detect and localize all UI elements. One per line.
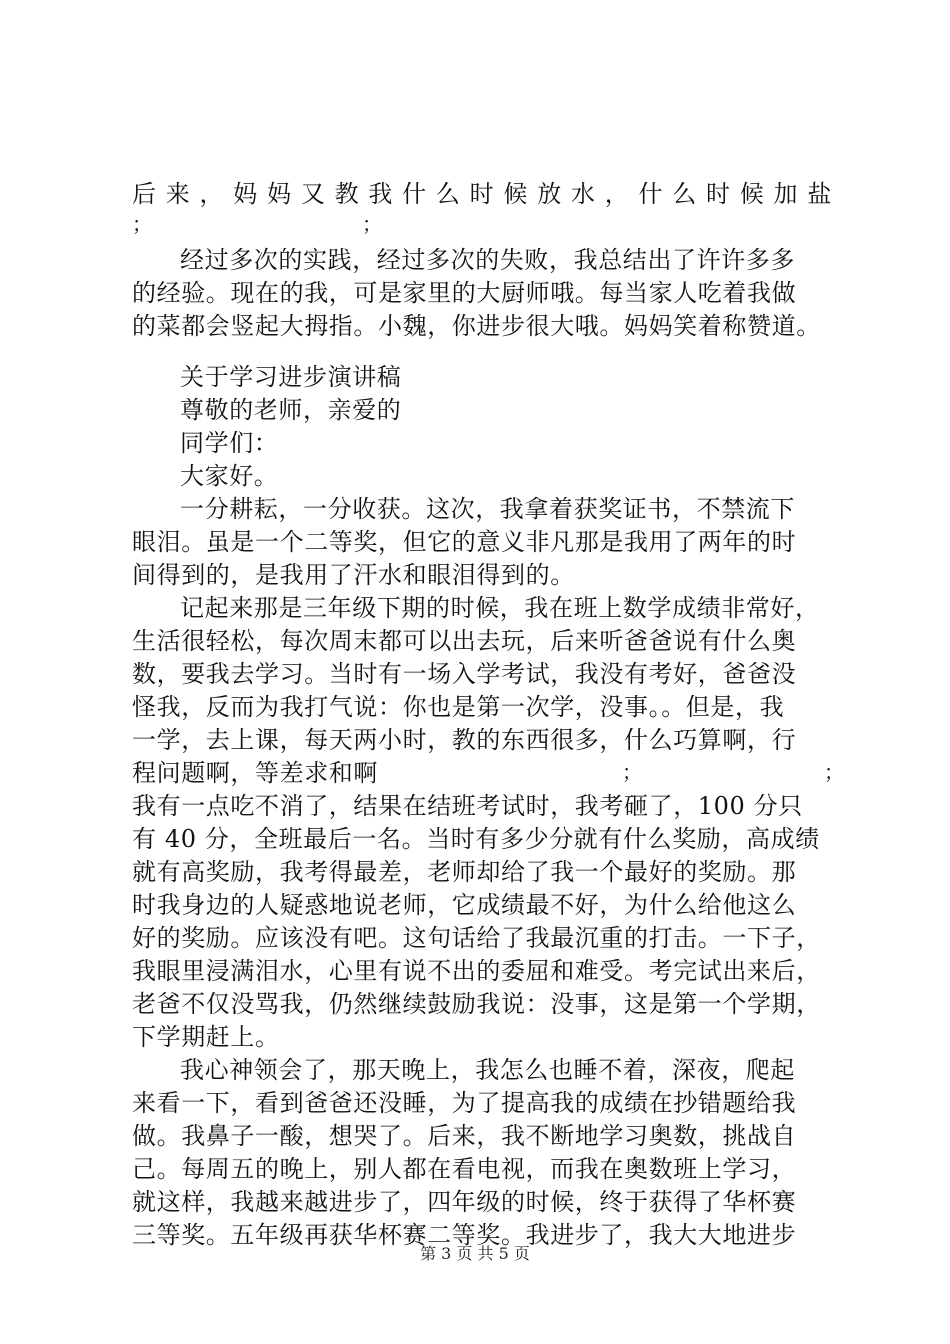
greeting-line-1: 尊敬的老师，亲爱的 <box>180 396 402 424</box>
paragraph-3-line-6: 程问题啊，等差求和啊 <box>132 759 378 787</box>
paragraph-3b-line-5: 好的奖励。应该没有吧。这句话给了我最沉重的打击。一下子， <box>132 924 821 952</box>
paragraph-3b-line-3: 就有高奖励，我考得最差，老师却给了我一个最好的奖励。那 <box>132 858 797 886</box>
semicolon-b: ； <box>362 212 382 236</box>
paragraph-4-line-6: 三等奖。五年级再获华杯赛二等奖。我进步了，我大大地进步 <box>132 1221 797 1249</box>
document-title: 关于学习进步演讲稿 <box>180 363 402 391</box>
line-1: 后 来 ， 妈 妈 又 教 我 什 么 时 候 放 水 ， 什 么 时 候 加 盐 <box>132 180 832 208</box>
paragraph-3-line-1: 记起来那是三年级下期的时候，我在班上数学成绩非常好， <box>180 594 820 622</box>
paragraph-4-line-5: 就这样，我越来越进步了，四年级的时候，终于获得了华杯赛 <box>132 1188 797 1216</box>
paragraph-3b-line-2: 有 40 分，全班最后一名。当时有多少分就有什么奖励，高成绩 <box>132 825 820 853</box>
paragraph-3b-line-6: 我眼里浸满泪水，心里有说不出的委屈和难受。考完试出来后， <box>132 957 821 985</box>
paragraph-3b-line-4: 时我身边的人疑惑地说老师，它成绩最不好，为什么给他这么 <box>132 891 797 919</box>
semicolon-c: ； <box>622 760 642 784</box>
paragraph-3b-line-7: 老爸不仅没骂我，仍然继续鼓励我说：没事，这是第一个学期， <box>132 990 821 1018</box>
semicolon-d: ； <box>824 760 844 784</box>
paragraph-2-line-2: 眼泪。虽是一个二等奖，但它的意义非凡那是我用了两年的时 <box>132 528 797 556</box>
paragraph-3-line-4: 怪我，反而为我打气说：你也是第一次学，没事。。但是，我 <box>132 693 785 721</box>
paragraph-4-line-3: 做。我鼻子一酸，想哭了。后来，我不断地学习奥数，挑战自 <box>132 1122 797 1150</box>
semicolon-a: ； <box>132 212 152 236</box>
paragraph-3-line-3: 数，要我去学习。当时有一场入学考试，我没有考好，爸爸没 <box>132 660 797 688</box>
greeting-line-3: 大家好。 <box>180 462 279 490</box>
greeting-line-2: 同学们： <box>180 429 279 457</box>
paragraph-3b-line-8: 下学期赶上。 <box>132 1023 280 1051</box>
paragraph-2-line-1: 一分耕耘，一分收获。这次，我拿着获奖证书，不禁流下 <box>180 495 795 523</box>
paragraph-3-line-5: 一学，去上课，每天两小时，教的东西很多，什么巧算啊，行 <box>132 726 797 754</box>
page-number-footer: 第 3 页 共 5 页 <box>420 1244 530 1263</box>
paragraph-1-line-3: 的菜都会竖起大拇指。小魏，你进步很大哦。妈妈笑着称赞道。 <box>132 312 821 340</box>
paragraph-4-line-2: 来看一下，看到爸爸还没睡，为了提高我的成绩在抄错题给我 <box>132 1089 797 1117</box>
paragraph-4-line-4: 己。每周五的晚上，别人都在看电视，而我在奥数班上学习， <box>132 1155 797 1183</box>
paragraph-3-line-2: 生活很轻松，每次周末都可以出去玩，后来听爸爸说有什么奥 <box>132 627 797 655</box>
paragraph-1-line-2: 的经验。现在的我，可是家里的大厨师哦。每当家人吃着我做 <box>132 279 797 307</box>
paragraph-3b-line-1: 我有一点吃不消了，结果在结班考试时，我考砸了，100 分只 <box>132 792 803 820</box>
paragraph-1-line-1: 经过多次的实践，经过多次的失败，我总结出了许许多多 <box>180 246 795 274</box>
paragraph-4-line-1: 我心神领会了，那天晚上，我怎么也睡不着，深夜，爬起 <box>180 1056 795 1084</box>
paragraph-2-line-3: 间得到的，是我用了汗水和眼泪得到的。 <box>132 561 575 589</box>
